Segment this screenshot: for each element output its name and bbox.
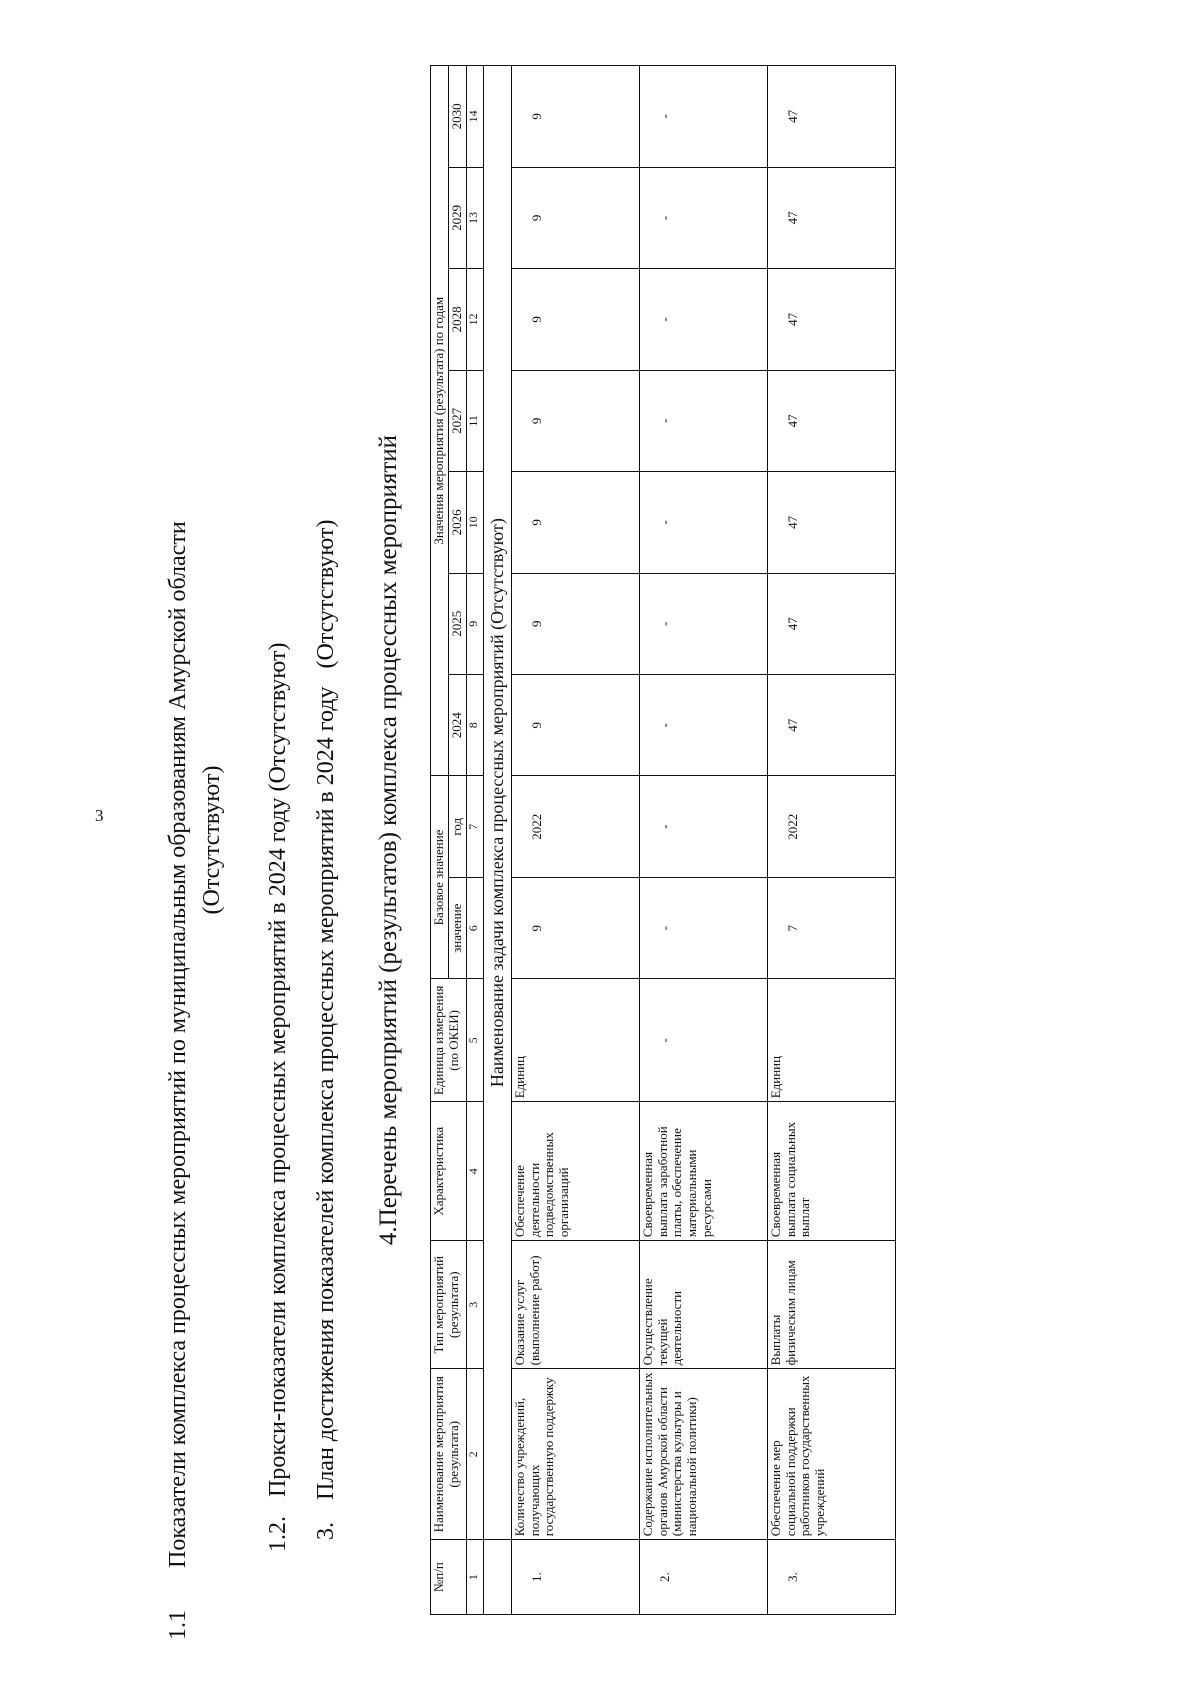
task-row-title: Наименование задачи комплекса процессных мероприятий (Отсутствуют): [483, 66, 511, 1540]
row-unit: Единиц: [511, 979, 639, 1102]
section-1-2-number: 1.2.: [265, 1516, 291, 1552]
header-year: 2026: [448, 472, 466, 573]
column-number-row: [466, 66, 483, 1615]
column-number: 4: [466, 1102, 483, 1241]
task-row: [483, 66, 511, 1615]
row-value: -: [639, 66, 767, 168]
table-row: [511, 66, 639, 1615]
section-1-1-status: (Отсутствуют): [199, 765, 225, 915]
header-year: 2025: [448, 573, 466, 674]
row-type: Осуществление текущей деятельности: [639, 1241, 767, 1369]
header-year: 2027: [448, 370, 466, 471]
column-number: 14: [466, 66, 483, 168]
column-number: 5: [466, 979, 483, 1102]
section-1-1-number: 1.1: [165, 1610, 191, 1640]
row-value: 47: [767, 472, 895, 573]
row-value: 9: [511, 66, 639, 168]
row-characteristic: Своевременная выплата социальных выплат: [767, 1102, 895, 1241]
header-year: 2024: [448, 675, 466, 776]
column-number: 6: [466, 877, 483, 978]
header-num: №п/п: [431, 1540, 467, 1615]
header-base-year: год: [448, 776, 466, 877]
row-value: 9: [511, 370, 639, 471]
column-number: 3: [466, 1241, 483, 1369]
column-number: 8: [466, 675, 483, 776]
page-number: 3: [95, 806, 104, 825]
header-name: Наименование мероприятия (результата): [431, 1369, 467, 1540]
row-num: 3.: [767, 1540, 895, 1615]
row-value: 47: [767, 675, 895, 776]
column-number: 2: [466, 1369, 483, 1540]
rotated-sheet: [165, 40, 1200, 1640]
header-year: 2029: [448, 167, 466, 268]
row-value: -: [639, 269, 767, 370]
row-base-value: -: [639, 877, 767, 978]
header-characteristic: Характеристика: [431, 1102, 467, 1241]
row-base-value: 7: [767, 877, 895, 978]
row-type: Выплаты физическим лицам: [767, 1241, 895, 1369]
section-4-title: 4.Перечень мероприятий (результатов) комплекса процессных мероприятий: [375, 434, 402, 1246]
column-number: 1: [466, 1540, 483, 1615]
row-value: 9: [511, 269, 639, 370]
column-number: 11: [466, 370, 483, 471]
column-number: 9: [466, 573, 483, 674]
header-base: Базовое значение: [431, 776, 449, 979]
row-unit: -: [639, 979, 767, 1102]
row-value: 47: [767, 167, 895, 268]
row-value: -: [639, 675, 767, 776]
task-row-empty: [483, 1540, 511, 1615]
row-type: Оказание услуг (выполнение работ): [511, 1241, 639, 1369]
row-name: Количество учреждений, получающих государственную поддержку: [511, 1369, 639, 1540]
row-unit: Единиц: [767, 979, 895, 1102]
row-value: -: [639, 370, 767, 471]
section-1-2-title: Прокси-показатели комплекса процессных мероприятий в 2024 году (Отсутствуют): [265, 642, 291, 1497]
section-1-1-title: Показатели комплекса процессных мероприятий по муниципальным образованиям Амурской области: [165, 521, 191, 1568]
column-number: 7: [466, 776, 483, 877]
header-type: Тип мероприятий (результата): [431, 1241, 467, 1369]
header-year: 2028: [448, 269, 466, 370]
section-3-title: План достижения показателей комплекса процессных мероприятий в 2024 году (Отсутствуют): [313, 519, 339, 1500]
row-base-year: 2022: [511, 776, 639, 877]
header-year: 2030: [448, 66, 466, 168]
measures-table-wrapper: [430, 65, 896, 1615]
row-base-year: -: [639, 776, 767, 877]
row-value: 47: [767, 370, 895, 471]
header-unit: Единица измерения (по ОКЕИ): [431, 979, 467, 1102]
row-value: -: [639, 472, 767, 573]
row-value: 47: [767, 269, 895, 370]
row-characteristic: Своевременная выплата заработной платы, обеспечение материальными ресурсами: [639, 1102, 767, 1241]
measures-table: [430, 65, 896, 1615]
row-base-year: 2022: [767, 776, 895, 877]
column-number: 13: [466, 167, 483, 268]
row-value: 9: [511, 472, 639, 573]
row-value: 9: [511, 167, 639, 268]
row-base-value: 9: [511, 877, 639, 978]
column-number: 10: [466, 472, 483, 573]
header-base-value: значение: [448, 877, 466, 978]
row-value: 47: [767, 573, 895, 674]
row-value: 9: [511, 573, 639, 674]
row-value: -: [639, 573, 767, 674]
header-values: Значения мероприятия (результата) по годам: [431, 66, 449, 777]
section-3-number: 3.: [313, 1522, 339, 1540]
row-value: -: [639, 167, 767, 268]
header-row-1: [431, 66, 449, 1615]
row-name: Содержание исполнительных органов Амурской области (министерства культуры и национальной политики): [639, 1369, 767, 1540]
table-row: [767, 66, 895, 1615]
table-row: [639, 66, 767, 1615]
row-num: 1.: [511, 1540, 639, 1615]
row-value: 9: [511, 675, 639, 776]
column-number: 12: [466, 269, 483, 370]
row-num: 2.: [639, 1540, 767, 1615]
row-characteristic: Обеспечение деятельности подведомственных организаций: [511, 1102, 639, 1241]
row-value: 47: [767, 66, 895, 168]
row-name: Обеспечение мер социальной поддержки работников государственных учреждений: [767, 1369, 895, 1540]
